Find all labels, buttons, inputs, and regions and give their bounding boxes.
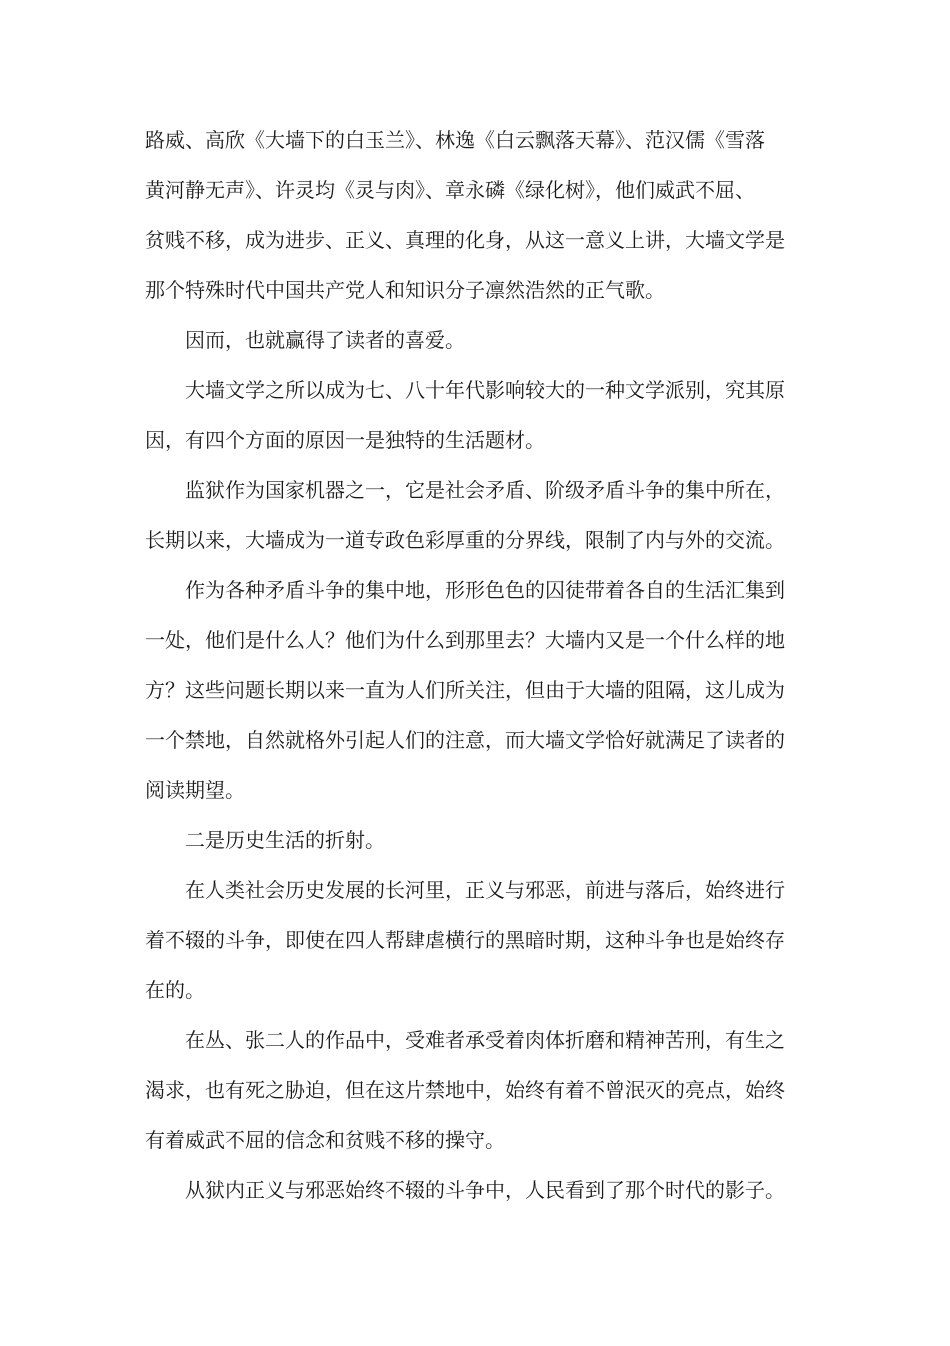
text-line: 监狱作为国家机器之一，它是社会矛盾、阶级矛盾斗争的集中所在， [185,478,785,502]
text-line: 一个禁地，自然就格外引起人们的注意，而大墙文学恰好就满足了读者的 [145,728,785,752]
text-line: 在的。 [145,978,205,1002]
paragraph-7 [145,865,785,1015]
paragraph-6 [145,815,753,865]
text-line: 贫贱不移，成为进步、正义、真理的化身，从这一意义上讲，大墙文学是 [145,228,785,252]
text-line: 在丛、张二人的作品中，受难者承受着肉体折磨和精神苦刑，有生之 [185,1028,785,1052]
paragraph-4 [145,465,785,565]
text-line: 大墙文学之所以成为七、八十年代影响较大的一种文学派别，究其原 [185,378,785,402]
text-line: 二是历史生活的折射。 [185,828,385,852]
text-line: 一处，他们是什么人？他们为什么到那里去？大墙内又是一个什么样的地 [145,628,785,652]
text-line: 从狱内正义与邪恶始终不辍的斗争中，人民看到了那个时代的影子。 [185,1178,785,1202]
paragraph-5 [145,565,785,815]
text-line: 那个特殊时代中国共产党人和知识分子凛然浩然的正气歌。 [145,278,665,302]
document-body [145,115,785,1215]
text-line: 阅读期望。 [145,778,245,802]
text-line: 在人类社会历史发展的长河里，正义与邪恶，前进与落后，始终进行 [185,878,785,902]
text-line: 方？这些问题长期以来一直为人们所关注，但由于大墙的阻隔，这儿成为 [145,678,785,702]
text-line: 因而，也就赢得了读者的喜爱。 [185,328,465,352]
paragraph-8 [145,1015,785,1165]
text-line: 渴求，也有死之胁迫，但在这片禁地中，始终有着不曾泯灭的亮点，始终 [145,1078,785,1102]
text-line: 因，有四个方面的原因一是独特的生活题材。 [145,428,545,452]
paragraph-3 [145,365,785,465]
paragraph-1 [145,115,785,315]
paragraph-2 [145,315,753,365]
text-line: 黄河静无声》、许灵均《灵与肉》、章永磷《绿化树》，他们威武不屈、 [145,178,755,202]
paragraph-9 [145,1165,785,1215]
text-line: 作为各种矛盾斗争的集中地，形形色色的囚徒带着各自的生活汇集到 [185,578,785,602]
text-line: 着不辍的斗争，即使在四人帮肆虐横行的黑暗时期，这种斗争也是始终存 [145,928,785,952]
text-line: 路威、高欣《大墙下的白玉兰》、林逸《白云飘落天幕》、范汉儒《雪落 [145,128,765,152]
text-line: 有着威武不屈的信念和贫贱不移的操守。 [145,1128,505,1152]
text-line: 长期以来，大墙成为一道专政色彩厚重的分界线，限制了内与外的交流。 [145,528,785,552]
